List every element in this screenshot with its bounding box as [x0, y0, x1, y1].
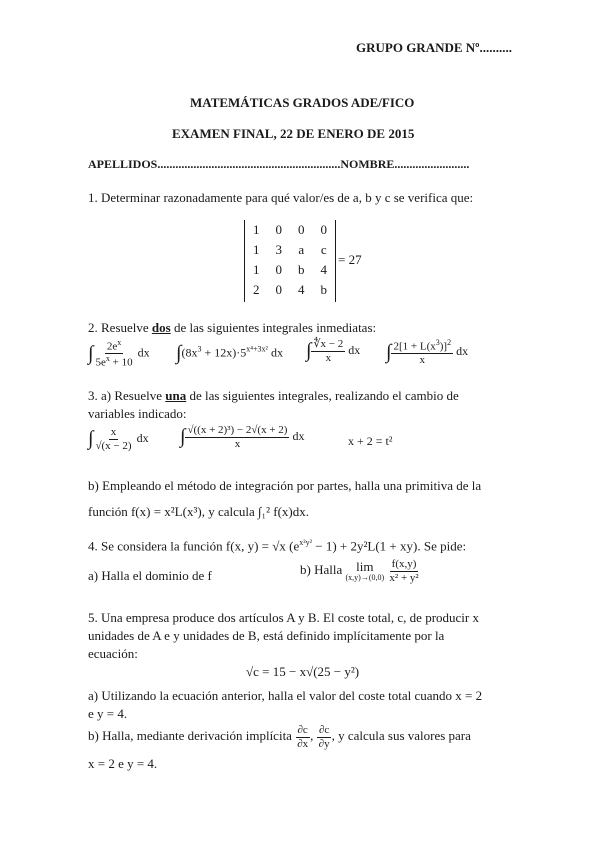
- m-0-2: 0: [298, 222, 305, 237]
- m-0-1: 0: [275, 222, 282, 237]
- m-3-1: 0: [275, 282, 282, 297]
- q5b-pre: b) Halla, mediante derivación implícita: [88, 728, 292, 744]
- i4-num-exp: 2: [447, 338, 452, 347]
- q5-equation: √c = 15 − x√(25 − y²): [246, 664, 360, 679]
- q5-d1-den: ∂x: [297, 737, 309, 750]
- m-1-2: a: [298, 242, 305, 257]
- q3b-mid: , y calcula: [201, 504, 258, 519]
- i4-num-sup: 3: [435, 338, 440, 347]
- q4-lim-den: x² + y²: [389, 571, 419, 584]
- q3-change: x + 2 = t²: [348, 434, 393, 448]
- i2-exp: x⁴+3x²: [246, 344, 268, 354]
- m-2-3: 4: [320, 262, 327, 277]
- q4-lim-num: f(x,y): [391, 558, 417, 570]
- i3-den: x: [325, 351, 332, 364]
- q2-pre: 2. Resuelve: [88, 320, 152, 335]
- m-2-0: 1: [253, 262, 260, 277]
- m-2-2: b: [298, 262, 305, 277]
- i2-body: (8x: [181, 345, 198, 360]
- m-2-1: 0: [275, 262, 282, 277]
- q2-integral-4: ∫ $\frac{2[1 + L(x^3)]^2}{x}$ dx: [386, 338, 469, 367]
- q2-integral-1: ∫ $\frac{2e^x}{5e^x + 10}$ dx: [88, 338, 150, 369]
- exam-title: EXAMEN FINAL, 22 DE ENERO DE 2015: [172, 126, 415, 141]
- q5a-line2: e y = 4.: [88, 706, 128, 721]
- q5-line2: unidades de A e y unidades de B, está definido implícitamente por la: [88, 628, 445, 643]
- i1-den-sup: x: [105, 354, 110, 364]
- q3b-int: ∫₁² f(x)dx: [258, 504, 306, 519]
- i4-num-tail: )]: [439, 340, 448, 353]
- q2-text: [88, 320, 376, 336]
- q5b-post: , y calcula sus valores para: [331, 728, 471, 744]
- q3a-post: de las siguientes integrales, realizando el cambio de: [186, 388, 459, 403]
- q5b-line1: b) Halla, mediante derivación implícita $\frac{\partial c}{\partial x}$ , $\frac{\partial c}{\partial y}$ , y calcula sus valores para: [88, 724, 471, 750]
- q3a-emph: una: [165, 388, 187, 403]
- name-label: NOMBRE.........................: [340, 157, 470, 171]
- q4-text: [88, 538, 466, 554]
- q4-a: a) Halla el dominio de f: [88, 568, 212, 583]
- i2-sup: 3: [197, 344, 202, 354]
- q2-emph: dos: [151, 320, 171, 335]
- q5-d1-num: ∂c: [297, 724, 308, 736]
- ib-den: x: [234, 437, 241, 450]
- m-0-0: 1: [253, 222, 260, 237]
- q3b-line2: [88, 504, 309, 520]
- m-3-2: 4: [298, 282, 305, 297]
- group-number: GRUPO GRANDE Nº..........: [356, 40, 512, 55]
- i1-den: 5e: [95, 356, 106, 369]
- q3a-pre: 3. a) Resuelve: [88, 388, 166, 403]
- i3-num: ∜x − 2: [313, 338, 344, 350]
- ia-dx: dx: [136, 430, 149, 445]
- ib-dx: dx: [292, 428, 305, 443]
- q4-func-tail: − 1) + 2y²L(1 + xy): [312, 538, 418, 554]
- i4-den: x: [419, 354, 426, 367]
- m-3-3: b: [320, 282, 327, 297]
- q3a-line1: [88, 388, 459, 404]
- q5-line3: ecuación:: [88, 646, 138, 661]
- q4-b: [300, 558, 421, 584]
- q4-post: . Se pide:: [417, 538, 467, 554]
- m-0-3: 0: [320, 222, 327, 237]
- ia-den: √(x − 2): [95, 439, 132, 452]
- i1-num-sup: x: [117, 338, 122, 347]
- q3b-pre: función: [88, 504, 131, 519]
- q3a-line2: variables indicado:: [88, 406, 187, 421]
- q1-determinant: [244, 220, 336, 302]
- q1-text: 1. Determinar razonadamente para qué valor/es de a, b y c se verifica que:: [88, 190, 474, 205]
- q5-d2-num: ∂c: [318, 724, 330, 736]
- q4-func-sup: x²y²: [299, 538, 313, 547]
- q3b-end: .: [305, 504, 309, 519]
- q3b-fx: f(x) = x²L(x³): [130, 504, 202, 519]
- ib-num: √((x + 2)³) − 2√(x + 2): [187, 424, 288, 436]
- q3-integral-b: ∫ $\frac{\text{√((x + 2)³) − 2√(x + 2)}}{x}$ dx: [180, 424, 305, 450]
- i3-dx: dx: [348, 342, 361, 357]
- surname-field[interactable]: [88, 157, 469, 172]
- q2-post: de las siguientes integrales inmediatas:: [170, 320, 377, 335]
- q5-line1: 5. Una empresa produce dos artículos A y B. El coste total, c, de producir x: [88, 610, 479, 625]
- q4-pre: 4. Se considera la función: [88, 538, 226, 554]
- q5a-line1: a) Utilizando la ecuación anterior, halla el valor del coste total cuando x = 2: [88, 688, 483, 703]
- q2-integral-2: $\int(8x^3 + 12x)\cdot 5^{x^4+3x^2}$ dx: [176, 342, 283, 364]
- q3-integral-a: ∫ $\frac{x}{√(x - 2)}$ dx: [88, 426, 149, 452]
- q1-result: = 27: [338, 252, 362, 267]
- ia-num: x: [110, 426, 117, 438]
- i1-den-tail: + 10: [109, 356, 133, 369]
- m-1-3: c: [320, 242, 327, 257]
- m-1-0: 1: [253, 242, 260, 257]
- i2-tail: + 12x)·5: [201, 345, 247, 360]
- q4-b-pre: b) Halla: [300, 562, 343, 578]
- q5b-line2: x = 2 e y = 4.: [88, 756, 158, 771]
- i4-num: 2[1 + L(x: [393, 340, 436, 353]
- q5-d2-den: ∂y: [318, 737, 330, 750]
- m-1-1: 3: [275, 242, 282, 257]
- i4-dx: dx: [456, 344, 469, 359]
- q2-integral-3: ∫ $\frac{∜x - 2}{x}$ dx: [306, 338, 361, 364]
- q4-lim: lim: [356, 558, 374, 574]
- i1-num: 2e: [106, 340, 118, 353]
- q4-func: f(x, y) = √x (e: [225, 538, 300, 554]
- m-3-0: 2: [253, 282, 260, 297]
- q4-lim-sub: (x,y)→(0,0): [345, 572, 385, 582]
- course-title: MATEMÁTICAS GRADOS ADE/FICO: [190, 95, 415, 110]
- i1-dx: dx: [137, 345, 150, 360]
- i2-dx: dx: [270, 345, 283, 360]
- q3b-line1: b) Empleando el método de integración por partes, halla una primitiva de la: [88, 478, 482, 493]
- surname-label: APELLIDOS.............................................................: [88, 157, 341, 171]
